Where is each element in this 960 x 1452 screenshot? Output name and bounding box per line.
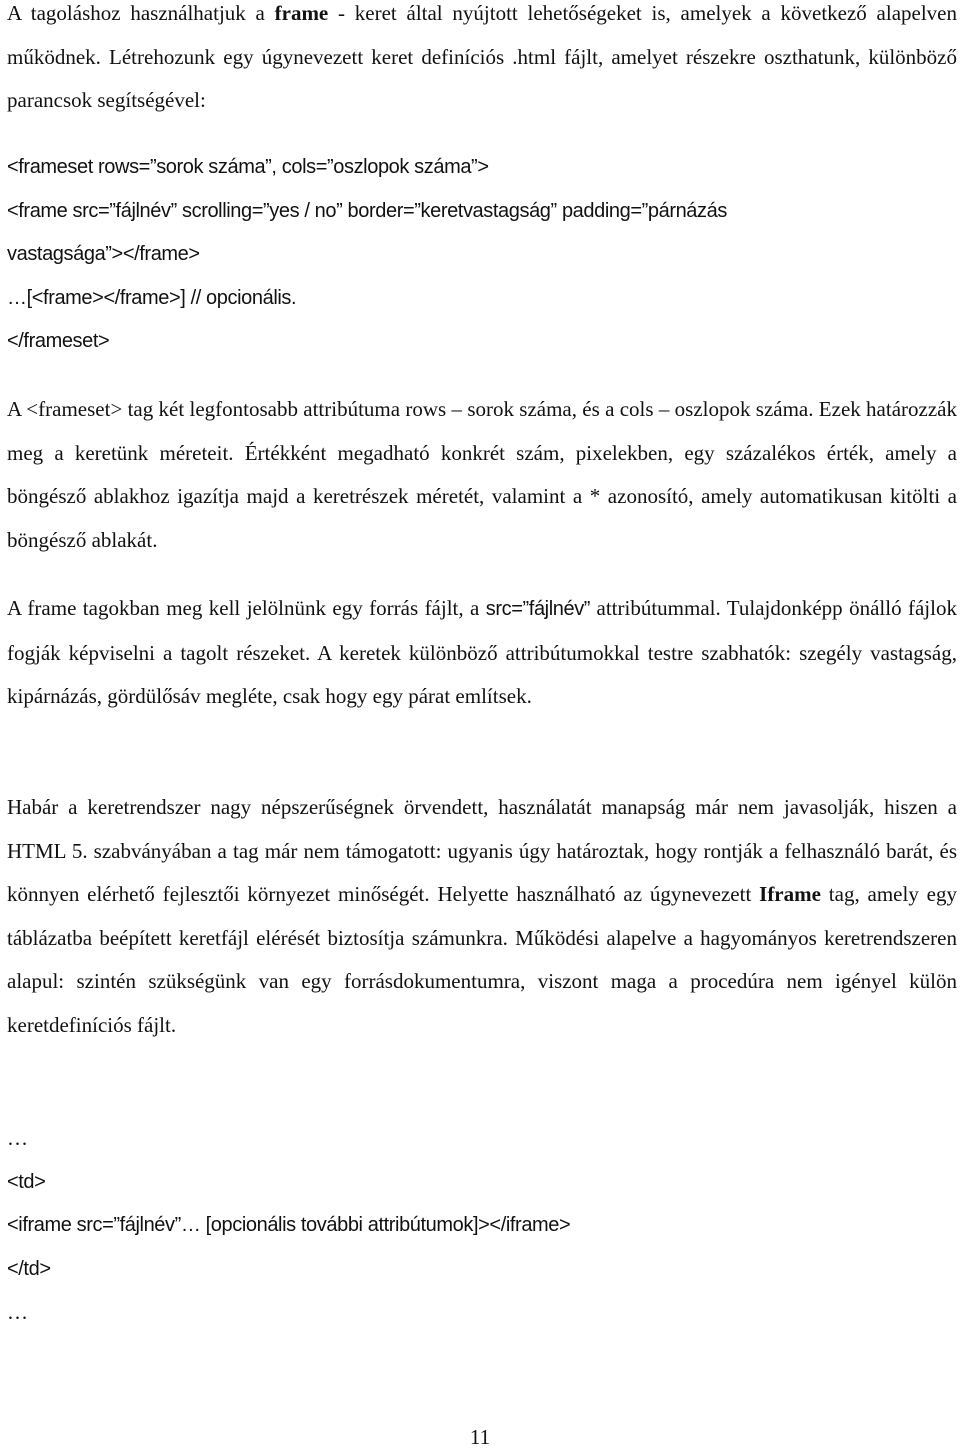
paragraph-frame-intro [7, 0, 957, 123]
inline-code-src: src=”fájlnév” [485, 598, 591, 620]
paragraph-frame-intro-post: - keret által nyújtott lehetőségeket is, amelyek a következő alapelven működnek. Létrehozunk egy úgynevezett keret definíciós .html fájlt, amelyet részekre oszthatunk, különböző parancsok segítségével: [7, 1, 958, 112]
page-number: 11 [469, 1425, 491, 1449]
paragraph-frame-source-post: attribútummal. Tulajdonképp önálló fájlok fogják képviselni a tagolt részeket. A keretek különböző attribútumokkal testre szabhatók: szegély vastagság, kipárnázás, gördülősáv megléte, csak hogy egy párat említsek. [7, 596, 957, 708]
code-line: <frame src=”fájlnév” scrolling=”yes / no” border=”keretvastagság” padding=”párnázás [7, 199, 727, 222]
code-line: <iframe src=”fájlnév”… [opcionális további attribútumok]></iframe> [7, 1214, 571, 1236]
paragraph-iframe-post: tag, amely egy táblázatba beépített keretfájl elérését biztosítja számunkra. Működési alapelve a hagyományos keretrendszeren alapul: szintén szükségünk van egy forrásdokumentumra, viszont maga a procedúra nem igényel külön keretdefiníciós fájlt. [7, 882, 957, 1037]
paragraph-iframe [7, 786, 957, 1047]
paragraph-frame-source [7, 587, 957, 719]
code-line: … [7, 1300, 28, 1324]
frameset-code-block [7, 146, 957, 364]
code-line: … [7, 1126, 28, 1150]
paragraph-frame-intro-pre: A tagoláshoz használhatjuk a [7, 1, 275, 25]
keyword-frame: frame [274, 1, 329, 25]
paragraph-frame-source-pre: A frame tagokban meg kell jelölnünk egy forrás fájlt, a [7, 596, 486, 620]
paragraph-frameset-attributes: A <frameset> tag két legfontosabb attribútuma rows – sorok száma, és a cols – oszlopok száma. Ezek határozzák meg a keretünk méreteit. Értékként megadható konkrét szám, pixelekben, egy százalékos érték, amely a böngésző ablakhoz igazítja majd a keretrészek méretét, valamint a * azonosító, amely automatikusan kitölti a böngésző ablakát. [7, 397, 957, 552]
iframe-code-block [7, 1117, 957, 1335]
code-line: <frameset rows=”sorok száma”, cols=”oszlopok száma”> [7, 156, 489, 178]
paragraph-iframe-pre: Habár a keretrendszer nagy népszerűségnek örvendett, használatát manapság már nem javasolják, hiszen a HTML 5. szabványában a tag már nem támogatott: ugyanis úgy határoztak, hogy rontják a felhasználó barát, és könnyen elérhető fejlesztői környezet minőségét. Helyette használható az úgynevezett [7, 795, 957, 906]
code-line: <td> [7, 1170, 46, 1193]
code-line: …[<frame></frame>] // opcionális. [7, 286, 297, 309]
code-line: </frameset> [7, 330, 110, 352]
code-line: </td> [7, 1257, 51, 1280]
code-line: vastagsága”></frame> [7, 243, 200, 265]
keyword-iframe: Iframe [759, 882, 821, 906]
